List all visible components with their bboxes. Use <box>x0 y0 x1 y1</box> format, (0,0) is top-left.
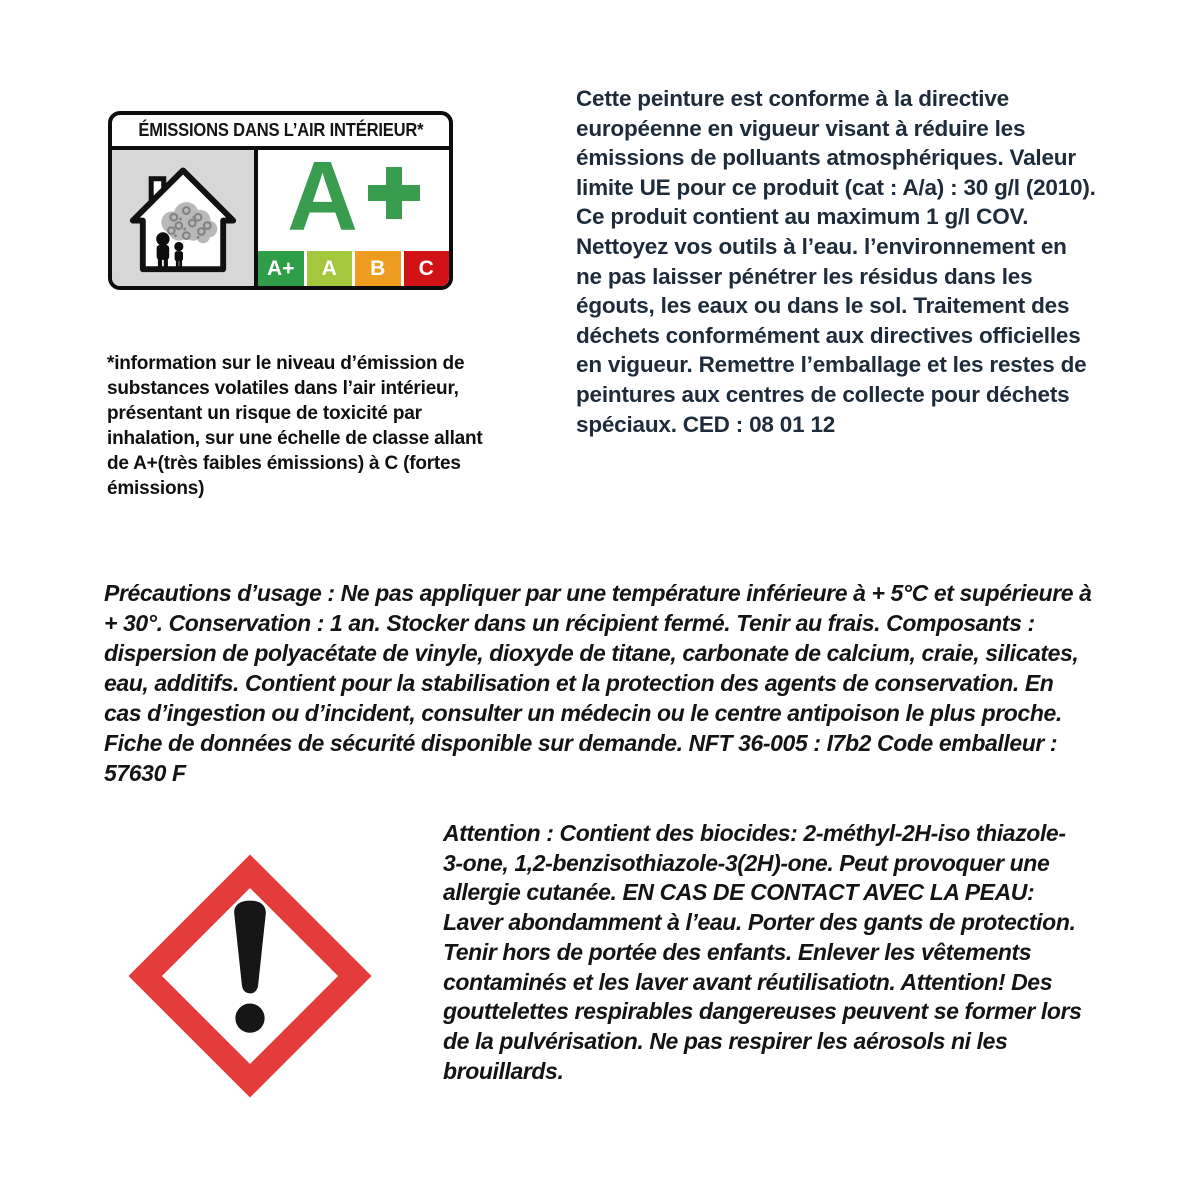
precautions-paragraph: Précautions d’usage : Ne pas appliquer par une température inférieure à + 5°C et supérieure à + 30°. Conservation : 1 an. Stocker dans un récipient fermé. Tenir au frais. Composants : dispersion de polyacétate de vinyle, dioxyde de titane, carbonate de calcium, craie, silicates, eau, additifs. Contient pour la stabilisation et la protection des agents de conservation. En cas d’ingestion ou d’incident, consulter un médecin ou le centre antipoison le plus proche. Fiche de données de sécurité disponible sur demande. NFT 36-005 : I7b2 Code emballeur : 57630 F <box>104 580 1092 786</box>
plus-bar-vertical <box>386 167 402 219</box>
grade-main <box>258 140 449 251</box>
emission-label-body <box>112 140 449 286</box>
indoor-air-house-icon <box>120 162 246 275</box>
ghs-exclamation-warning-icon <box>126 852 374 1100</box>
plus-icon <box>368 167 420 219</box>
biocides-warning-paragraph: Attention : Contient des biocides: 2-méthyl-2H-iso thiazole-3-one, 1,2-benzisothiazole-3(2H)-one. Peut provoquer une allergie cutanée. EN CAS DE CONTACT AVEC LA PEAU: Laver abondamment à l’eau. Porter des gants de protection. Tenir hors de portée des enfants. Enlever les vêtements contaminés et les laver avant réutilisatiotn. Attention! Des gouttelettes respirables dangereuses peuvent se former lors de la pulvérisation. Ne pas respirer les aérosols ni les brouillards. <box>443 820 1082 1084</box>
grade-scale-cell-a: A <box>307 251 353 286</box>
indoor-air-emissions-label <box>108 111 453 290</box>
conformity-paragraph: Cette peinture est conforme à la directive européenne en vigueur visant à réduire les émissions de polluants atmosphériques. Valeur limite UE pour ce produit (cat : A/a) : 30 g/l (2010). Ce produit contient au maximum 1 g/l COV. Nettoyez vos outils à l’eau. l’environnement en ne pas laisser pénétrer les résidus dans les égouts, les eaux ou dans le sol. Traitement des déchets conformément aux directives officielles en vigueur. Remettre l’emballage et les restes de peintures aux centres de collecte pour déchets spéciaux. CED : 08 01 12 <box>576 86 1096 437</box>
house-pictogram-cell <box>112 150 258 286</box>
grade-cell <box>258 140 449 286</box>
grade-value: A <box>287 140 356 251</box>
emission-label-title <box>112 115 449 150</box>
grade-scale-cell-c: C <box>404 251 450 286</box>
emission-footnote-text: *information sur le niveau d’émission de substances volatiles dans l’air intérieur, présentant un risque de toxicité par inhalation, sur une échelle de classe allant de A+(très faibles émissions) à C (fortes émissions) <box>107 353 483 499</box>
grade-scale-cell-a-plus: A+ <box>258 251 304 286</box>
emission-label-title-text: ÉMISSIONS DANS L’AIR INTÉRIEUR* <box>137 120 424 140</box>
grade-scale-cell-b: B <box>355 251 401 286</box>
grade-scale-row <box>258 251 449 286</box>
